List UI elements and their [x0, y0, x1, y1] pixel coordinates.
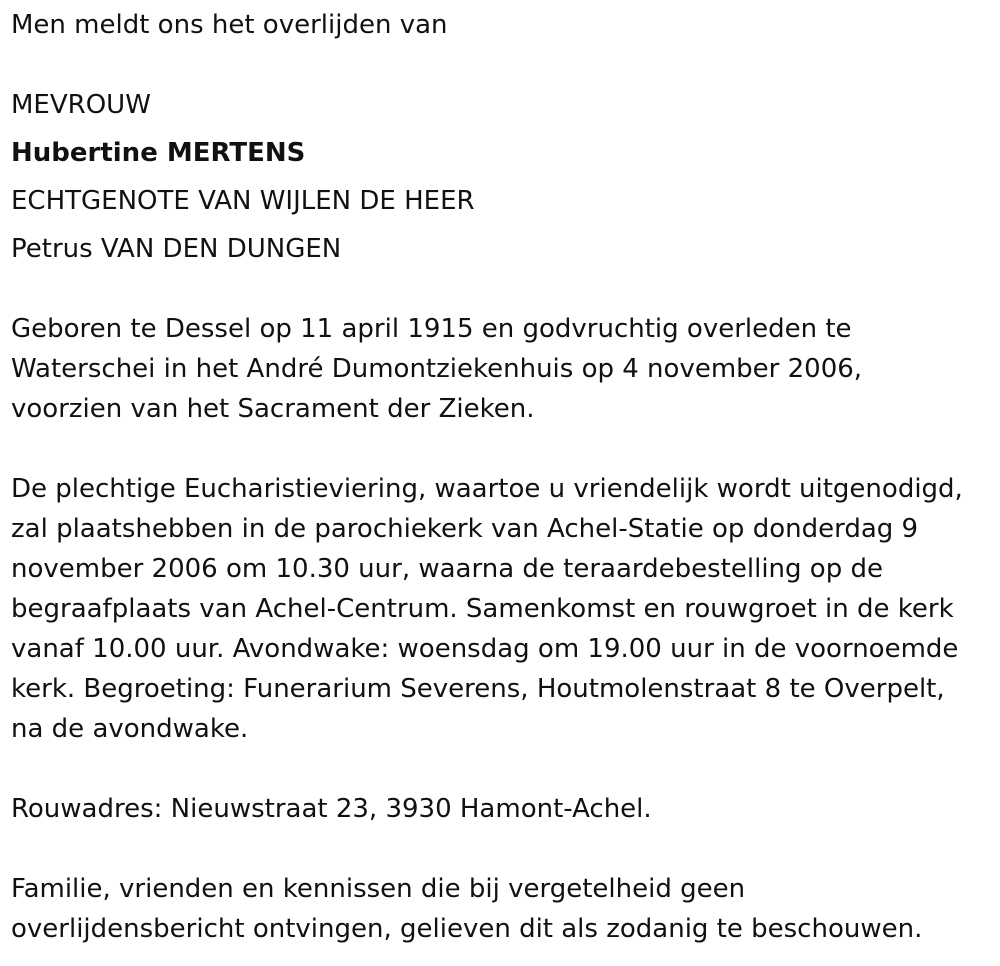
address-paragraph: [11, 789, 1000, 829]
paragraph-line: begraafplaats van Achel-Centrum. Samenkomst en rouwgroet in de kerk: [11, 594, 954, 624]
birth-death-paragraph: [11, 309, 1000, 429]
intro-text: Men meldt ons het overlijden van: [11, 10, 448, 40]
paragraph-line: kerk. Begroeting: Funerarium Severens, Houtmolenstraat 8 te Overpelt,: [11, 674, 945, 704]
address-text: Rouwadres: Nieuwstraat 23, 3930 Hamont-Achel.: [11, 794, 652, 824]
closing-paragraph: [11, 869, 1000, 949]
paragraph-line: november 2006 om 10.30 uur, waarna de teraardebestelling op de: [11, 554, 883, 584]
paragraph-line: Familie, vrienden en kennissen die bij vergetelheid geen: [11, 874, 746, 904]
title-text: MEVROUW: [11, 90, 151, 120]
paragraph-line: voorzien van het Sacrament der Zieken.: [11, 394, 535, 424]
paragraph-line: vanaf 10.00 uur. Avondwake: woensdag om 19.00 uur in de voornoemde: [11, 634, 959, 664]
relation-text: ECHTGENOTE VAN WIJLEN DE HEER: [11, 186, 475, 216]
spouse-name: Petrus VAN DEN DUNGEN: [11, 234, 342, 264]
ceremony-paragraph: [11, 469, 1000, 749]
paragraph-line: Geboren te Dessel op 11 april 1915 en godvruchtig overleden te: [11, 314, 852, 344]
paragraph-line: na de avondwake.: [11, 714, 249, 744]
paragraph-line: zal plaatshebben in de parochiekerk van Achel-Statie op donderdag 9: [11, 514, 919, 544]
paragraph-line: overlijdensbericht ontvingen, gelieven dit als zodanig te beschouwen.: [11, 914, 923, 944]
deceased-name: Hubertine MERTENS: [11, 138, 306, 168]
paragraph-line: De plechtige Eucharistieviering, waartoe u vriendelijk wordt uitgenodigd,: [11, 474, 963, 504]
paragraph-line: Waterschei in het André Dumontziekenhuis op 4 november 2006,: [11, 354, 863, 384]
